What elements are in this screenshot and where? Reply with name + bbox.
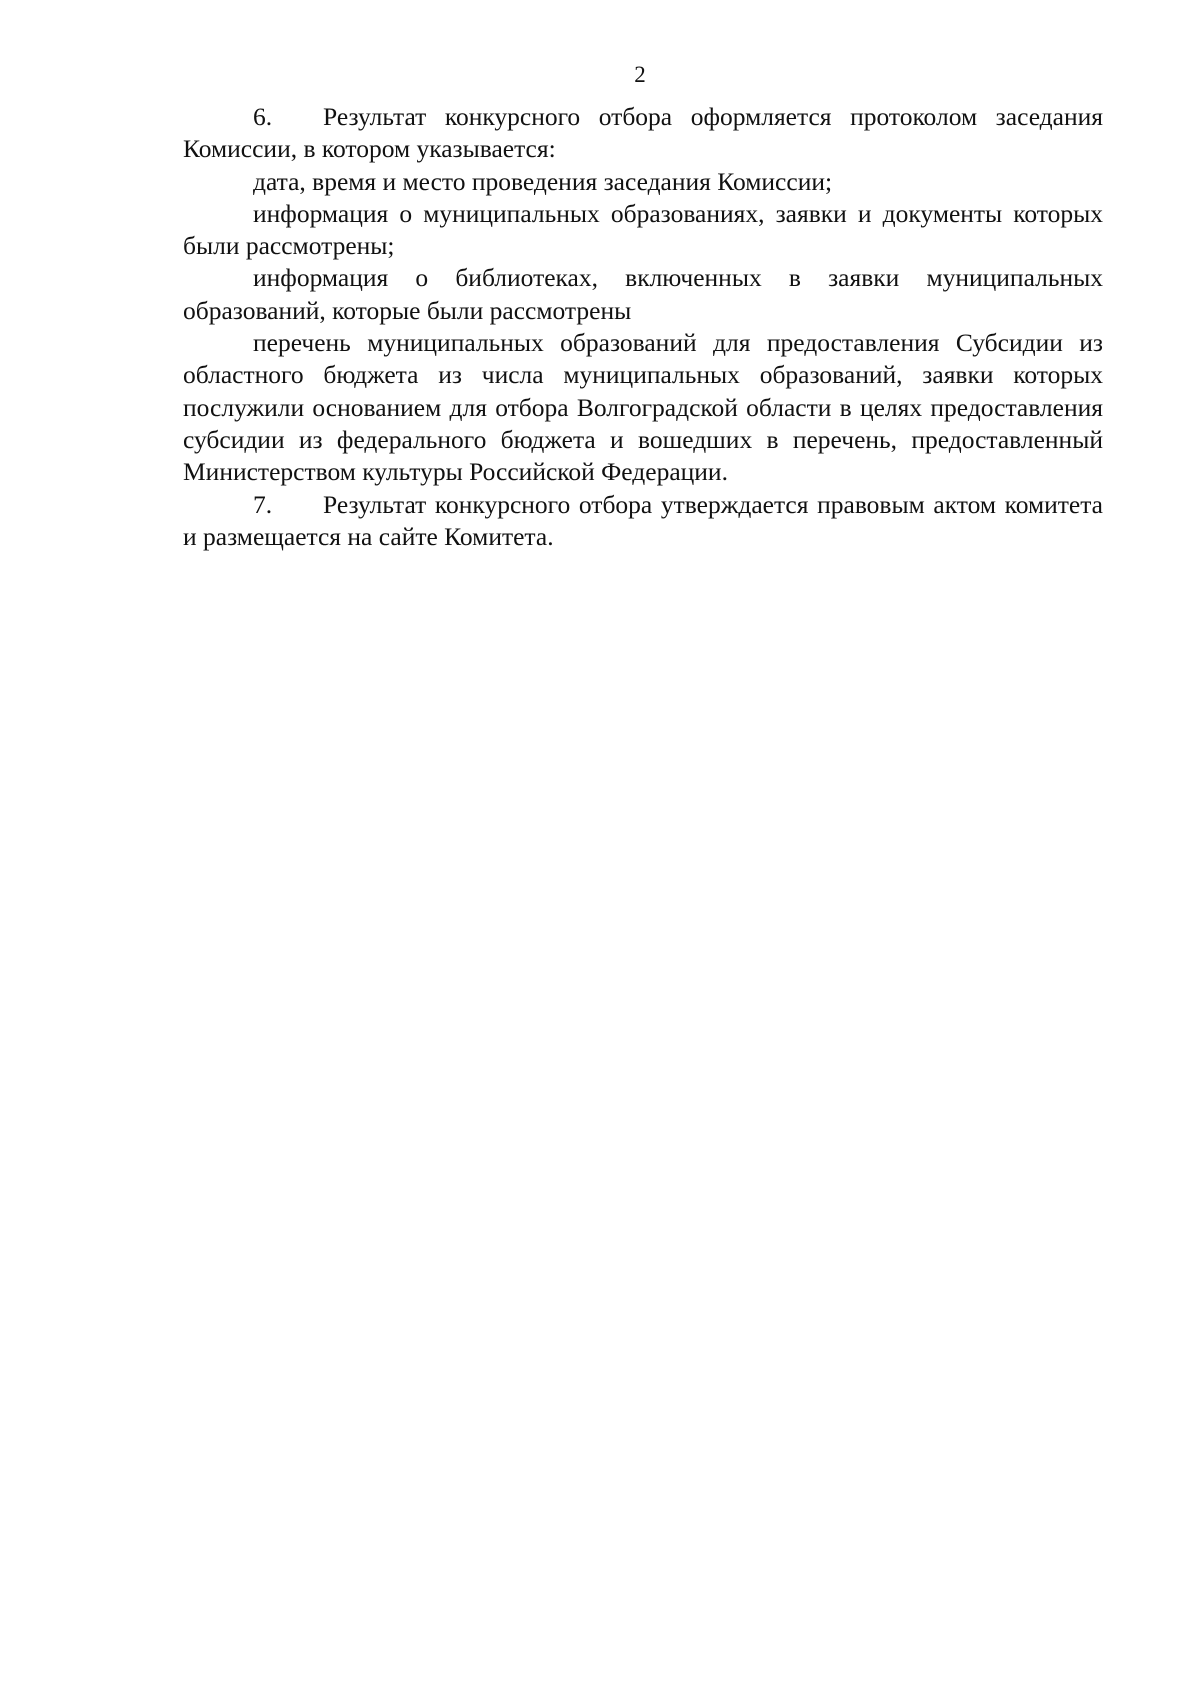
paragraph-text: Результат конкурсного отбора оформляется протоколом заседания Комиссии, в котором указывается:: [183, 102, 1103, 164]
paragraph-text: информация о муниципальных образованиях, заявки и документы которых были рассмотрены;: [183, 198, 1103, 261]
paragraph-number: 7.: [253, 489, 273, 519]
document-body: [183, 101, 1103, 553]
paragraph-item-libraries: [183, 262, 1103, 327]
paragraph-text: Результат конкурсного отбора утверждается правовым актом комитета и размещается на сайте Комитета.: [183, 489, 1103, 551]
paragraph-6: [183, 101, 1103, 166]
paragraph-7: [183, 489, 1103, 554]
page-number: 2: [634, 62, 646, 87]
paragraph-text: дата, время и место проведения заседания Комиссии;: [253, 166, 833, 196]
paragraph-text: информация о библиотеках, включенных в заявки муниципальных образований, которые были рассмотрены: [183, 263, 1103, 325]
paragraph-text: перечень муниципальных образований для предоставления Субсидии из областного бюджета из числа муниципальных образований, заявки которых послужили основанием для отбора Волгоградской области в целях предоставления субсидии из федерального бюджета и вошедших в перечень, предоставленный Министерством культуры Российской Федерации.: [183, 328, 1103, 487]
paragraph-item-municipalities: [183, 198, 1103, 263]
paragraph-item-list: [183, 327, 1103, 488]
paragraph-item-date: [183, 166, 1103, 198]
paragraph-number: 6.: [253, 102, 273, 131]
